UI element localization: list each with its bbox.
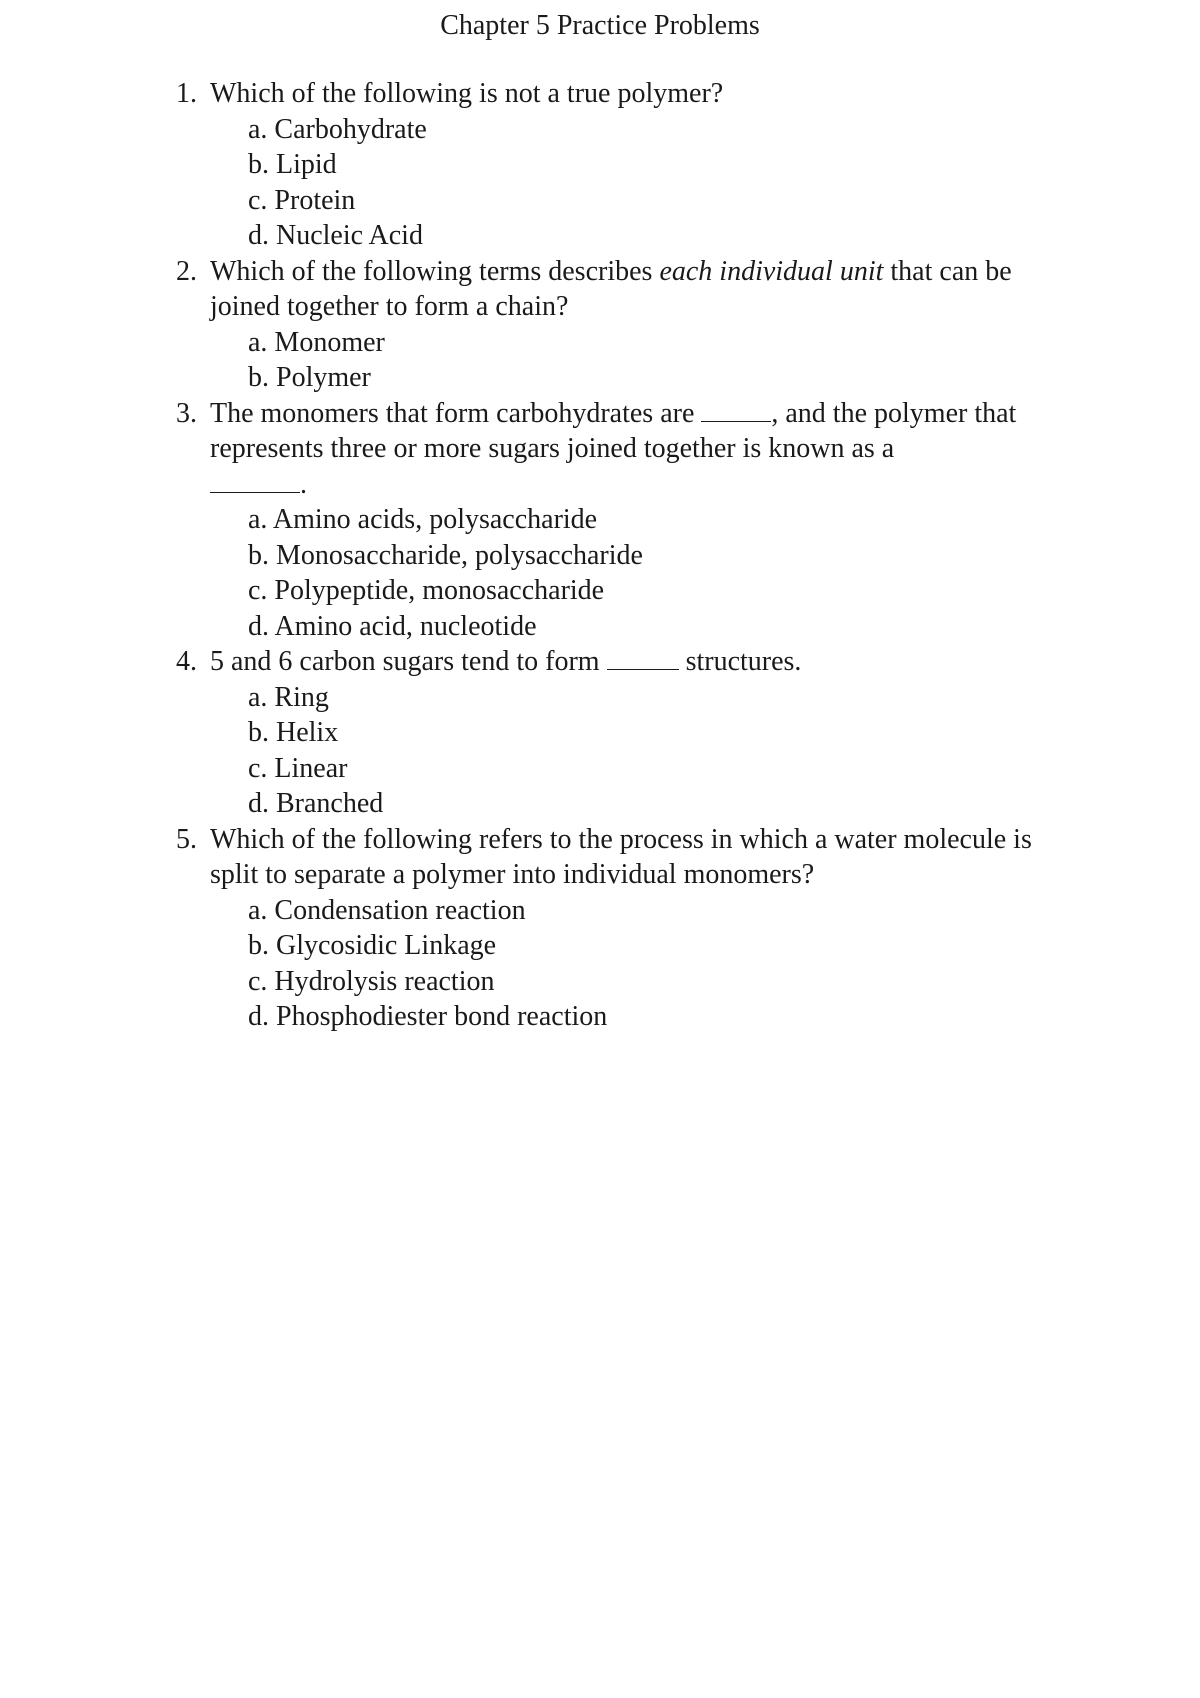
question-3 — [176, 396, 1076, 645]
question-3-blank-1 — [701, 397, 771, 422]
question-2-option-b: b. Polymer — [248, 362, 371, 393]
page-title: Chapter 5 Practice Problems — [440, 10, 760, 41]
question-3-option-b: b. Monosaccharide, polysaccharide — [248, 539, 643, 571]
question-3-number: 3. — [176, 397, 197, 429]
question-1-text: Which of the following is not a true polymer? — [210, 78, 724, 109]
question-list — [176, 76, 1076, 1035]
question-5-option-c: c. Hydrolysis reaction — [248, 965, 495, 997]
question-3-option-d: d. Amino acid, nucleotide — [248, 610, 537, 642]
question-5 — [176, 822, 1076, 1035]
question-4-stem — [176, 644, 1076, 680]
question-1-option-b: b. Lipid — [248, 149, 337, 180]
question-1-option-d: d. Nucleic Acid — [248, 220, 423, 251]
question-4-option-d: d. Branched — [248, 788, 384, 819]
question-4-number: 4. — [176, 646, 197, 677]
question-2-stem — [176, 254, 1076, 325]
question-5-number: 5. — [176, 823, 197, 855]
question-1-option-c: c. Protein — [248, 184, 356, 216]
question-3-option-c: c. Polypeptide, monosaccharide — [248, 575, 605, 606]
question-4 — [176, 644, 1076, 822]
question-1-option-a: a. Carbohydrate — [248, 113, 427, 145]
question-2-text — [210, 254, 1076, 325]
question-1-number: 1. — [176, 78, 197, 109]
question-4-options — [176, 680, 1076, 822]
question-3-options — [176, 502, 1076, 644]
question-4-option-c: c. Linear — [248, 752, 348, 784]
question-4-text-after: structures. — [678, 646, 802, 677]
question-5-stem — [176, 822, 1076, 893]
question-2-option-a: a. Monomer — [248, 326, 385, 358]
question-3-blank-line — [176, 467, 1076, 503]
question-4-text — [210, 644, 1076, 680]
question-2-text-before: Which of the following terms describes — [210, 255, 660, 287]
question-5-options — [176, 893, 1076, 1035]
question-4-option-b: b. Helix — [248, 717, 339, 748]
question-2-options — [176, 325, 1076, 396]
question-1-options — [176, 112, 1076, 254]
question-3-text — [210, 396, 1076, 467]
question-2-text-after: that can be joined together to form a chain? — [210, 255, 1012, 322]
question-1 — [176, 76, 1076, 254]
question-4-text-before: 5 and 6 carbon sugars tend to form — [210, 646, 607, 677]
question-2 — [176, 254, 1076, 396]
question-4-blank — [607, 645, 679, 670]
question-4-option-a: a. Ring — [248, 681, 329, 713]
question-2-number: 2. — [176, 255, 197, 287]
question-1-stem — [176, 76, 1076, 112]
question-2-text-emphasis: each individual unit — [659, 255, 884, 287]
question-5-text: Which of the following refers to the process in which a water molecule is split to separate a polymer into individual monomers? — [210, 823, 1032, 890]
question-3-stem — [176, 396, 1076, 467]
question-5-option-a: a. Condensation reaction — [248, 894, 526, 926]
question-3-option-a: a. Amino acids, polysaccharide — [248, 504, 598, 535]
question-3-text-middle: , and the polymer that represents three or more sugars joined together is known as a — [210, 397, 1017, 464]
question-5-option-b: b. Glycosidic Linkage — [248, 930, 497, 961]
question-5-option-d: d. Phosphodiester bond reaction — [248, 1001, 608, 1032]
question-3-blank-2 — [210, 468, 300, 493]
question-3-text-before: The monomers that form carbohydrates are — [210, 397, 702, 429]
question-3-text-end: . — [300, 468, 307, 500]
